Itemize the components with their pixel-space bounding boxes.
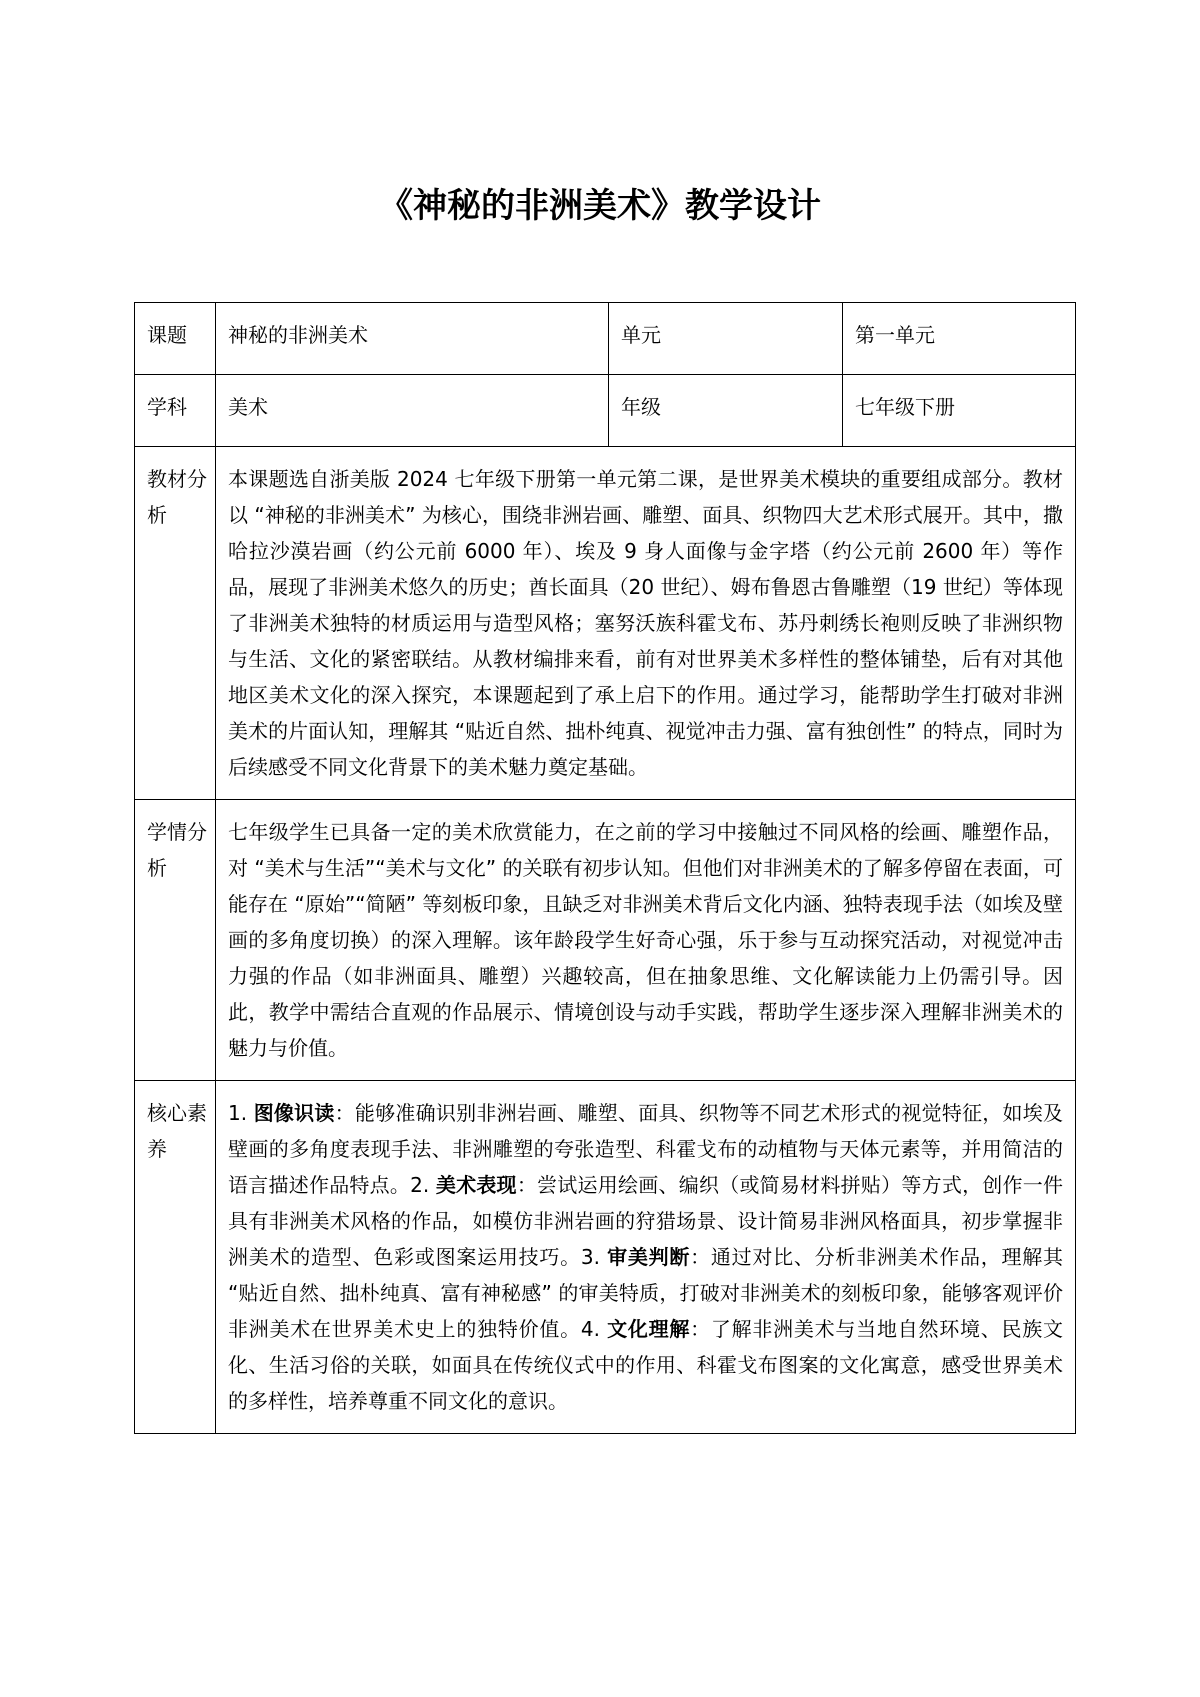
topic-label: 课题 [135, 303, 216, 375]
table-row-topic [135, 303, 1076, 375]
material-analysis-label: 教材分析 [135, 447, 216, 800]
unit-value: 第一单元 [843, 303, 1076, 375]
literacy-item-2-keyword: 美术表现 [435, 1173, 517, 1197]
unit-label: 单元 [609, 303, 843, 375]
literacy-item-3-number: 3. [580, 1245, 608, 1269]
core-literacy-text [216, 1081, 1076, 1434]
lesson-design-table [134, 302, 1076, 1434]
table-row-student-analysis [135, 800, 1076, 1081]
literacy-item-4-keyword: 文化理解 [607, 1317, 691, 1341]
topic-value: 神秘的非洲美术 [216, 303, 609, 375]
literacy-item-3-keyword: 审美判断 [607, 1245, 691, 1269]
student-analysis-text: 七年级学生已具备一定的美术欣赏能力，在之前的学习中接触过不同风格的绘画、雕塑作品，对 “美术与生活”“美术与文化” 的关联有初步认知。但他们对非洲美术的了解多停留在表面，可能存在 “原始”“简陋” 等刻板印象，且缺乏对非洲美术背后文化内涵、独特表现手法（如埃及壁画的多角度切换）的深入理解。该年龄段学生好奇心强，乐于参与互动探究活动，对视觉冲击力强的作品（如非洲面具、雕塑）兴趣较高，但在抽象思维、文化解读能力上仍需引导。因此，教学中需结合直观的作品展示、情境创设与动手实践，帮助学生逐步深入理解非洲美术的魅力与价值。 [216, 800, 1076, 1081]
grade-value: 七年级下册 [843, 375, 1076, 447]
core-literacy-label: 核心素养 [135, 1081, 216, 1434]
document-title: 《神秘的非洲美术》教学设计 [379, 186, 821, 226]
literacy-item-1-text: ：能够准确识别非洲岩画、雕塑、面具、织物等不同艺术形式的视觉特征，如埃及壁画的多角度表现手法、非洲雕塑的夸张造型、科霍戈布的动植物与天体元素等，并用简洁的语言描述作品特点。 [228, 1101, 1064, 1197]
literacy-item-1-number: 1. [228, 1101, 254, 1125]
table-row-material-analysis [135, 447, 1076, 800]
literacy-item-4-number: 4. [580, 1317, 608, 1341]
literacy-item-4-text: ：了解非洲美术与当地自然环境、民族文化、生活习俗的关联，如面具在传统仪式中的作用、科霍戈布图案的文化寓意，感受世界美术的多样性，培养尊重不同文化的意识。 [228, 1317, 1064, 1413]
student-analysis-label: 学情分析 [135, 800, 216, 1081]
literacy-item-2-text: ：尝试运用绘画、编织（或简易材料拼贴）等方式，创作一件具有非洲美术风格的作品，如模仿非洲岩画的狩猎场景、设计简易非洲风格面具，初步掌握非洲美术的造型、色彩或图案运用技巧。 [228, 1173, 1064, 1269]
literacy-item-3-text: ：通过对比、分析非洲美术作品，理解其 “贴近自然、拙朴纯真、富有神秘感” 的审美特质，打破对非洲美术的刻板印象，能够客观评价非洲美术在世界美术史上的独特价值。 [228, 1245, 1064, 1341]
grade-label: 年级 [609, 375, 843, 447]
subject-value: 美术 [216, 375, 609, 447]
literacy-item-1-keyword: 图像识读 [253, 1101, 335, 1125]
table-row-subject [135, 375, 1076, 447]
subject-label: 学科 [135, 375, 216, 447]
material-analysis-text: 本课题选自浙美版 2024 七年级下册第一单元第二课，是世界美术模块的重要组成部分。教材以 “神秘的非洲美术” 为核心，围绕非洲岩画、雕塑、面具、织物四大艺术形式展开。其中，撒哈拉沙漠岩画（约公元前 6000 年）、埃及 9 身人面像与金字塔（约公元前 2600 年）等作品，展现了非洲美术悠久的历史；酋长面具（20 世纪）、姆布鲁恩古鲁雕塑（19 世纪）等体现了非洲美术独特的材质运用与造型风格；塞努沃族科霍戈布、苏丹刺绣长袍则反映了非洲织物与生活、文化的紧密联结。从教材编排来看，前有对世界美术多样性的整体铺垫，后有对其他地区美术文化的深入探究，本课题起到了承上启下的作用。通过学习，能帮助学生打破对非洲美术的片面认知，理解其 “贴近自然、拙朴纯真、视觉冲击力强、富有独创性” 的特点，同时为后续感受不同文化背景下的美术魅力奠定基础。 [216, 447, 1076, 800]
table-row-core-literacy [135, 1081, 1076, 1434]
literacy-item-2-number: 2. [410, 1173, 436, 1197]
